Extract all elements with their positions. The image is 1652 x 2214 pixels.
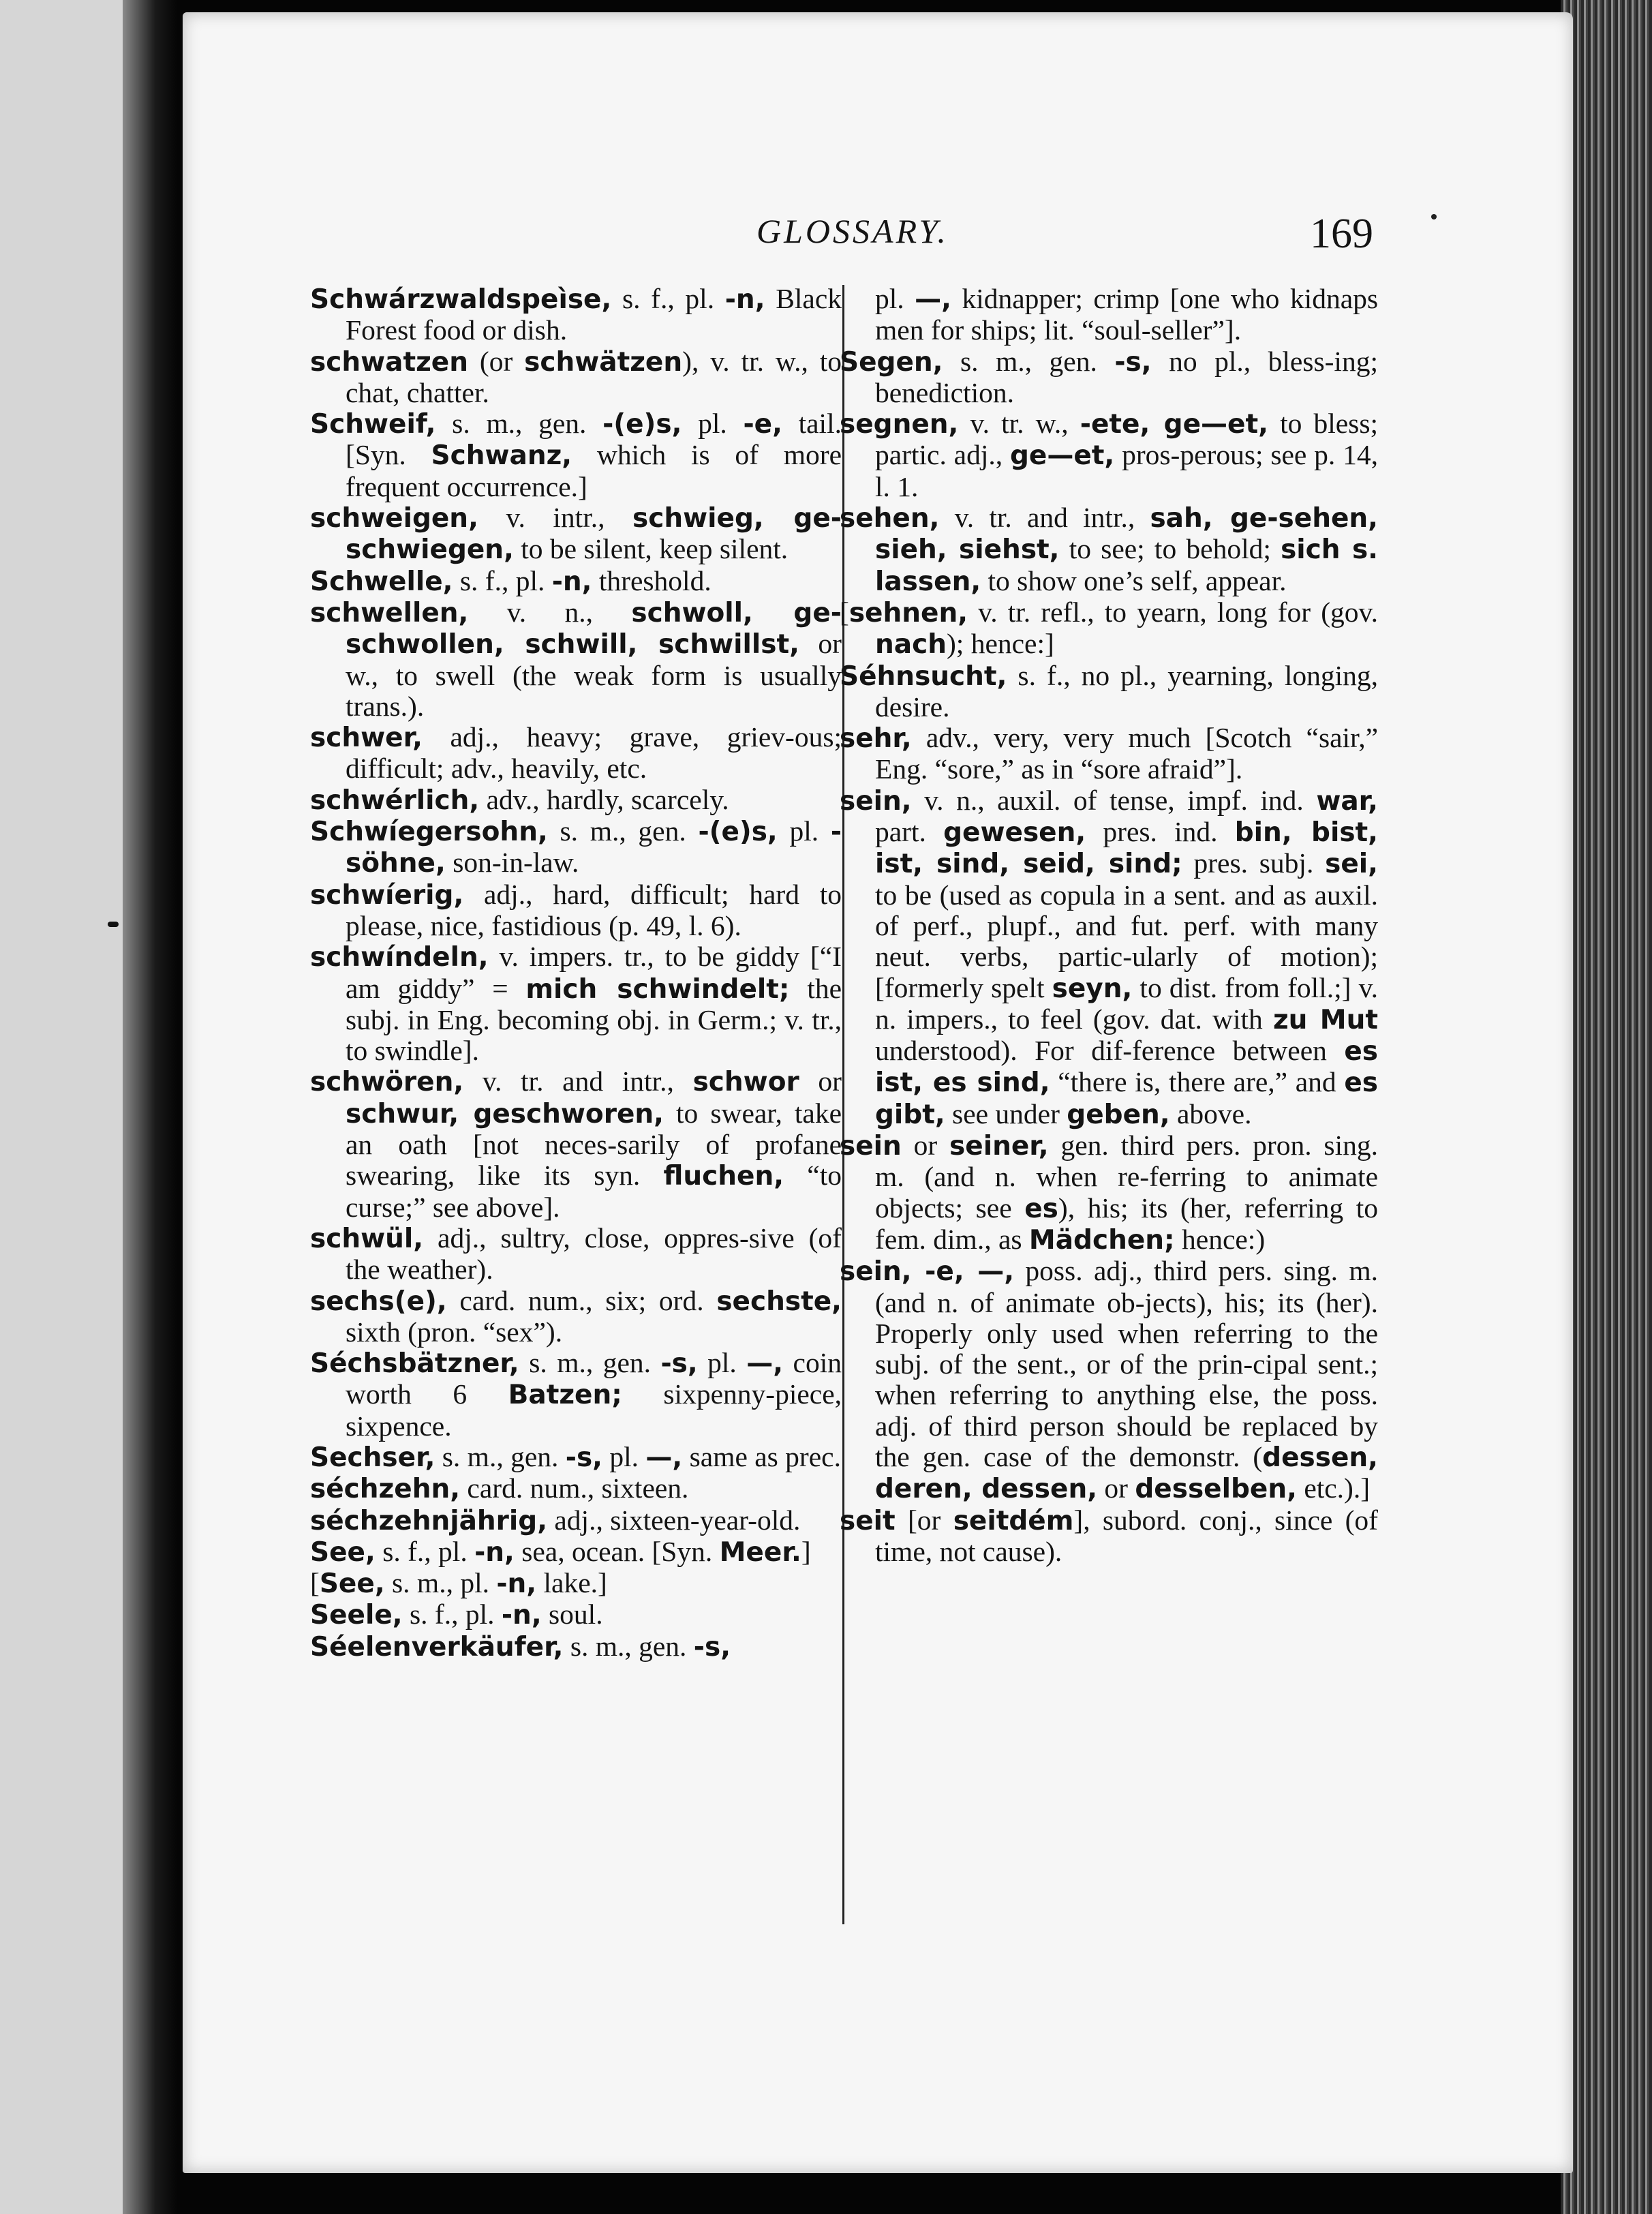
glossary-entry: schwatzen (or schwätzen), v. tr. w., to chat, chatter. xyxy=(310,345,842,408)
glossary-entry: pl. —, kidnapper; crimp [one who kidnaps men for ships; lit. “soul-seller”]. xyxy=(875,283,1379,346)
glossary-entry: schwül, adj., sultry, close, oppres-sive (of the weather). xyxy=(310,1222,842,1286)
glossary-column-left xyxy=(310,284,842,1663)
glossary-entry: Séchsbätzner, s. m., gen. -s, pl. —, coin worth 6 Batzen; sixpenny-piece, sixpence. xyxy=(310,1347,842,1442)
glossary-entry: schwören, v. tr. and intr., schwor or schwur, geschworen, to swear, take an oath [not neces-sarily of profane swearing, like its syn. fluchen, “to curse;” see above]. xyxy=(310,1065,842,1223)
glossary-entry: sehr, adv., very, very much [Scotch “sair,” Eng. “sore,” as in “sore afraid”]. xyxy=(840,722,1378,785)
page-number: 169 xyxy=(1310,211,1373,257)
glossary-entry: Sechser, s. m., gen. -s, pl. —, same as prec. xyxy=(310,1440,841,1473)
glossary-entry: Séelenverkäufer, s. m., gen. -s, xyxy=(310,1630,731,1663)
glossary-entry: schwérlich, adv., hardly, scarcely. xyxy=(310,783,729,816)
glossary-entry: schwíndeln, v. impers. tr., to be giddy [“I am giddy” = mich schwindelt; the subj. in Eng. becoming obj. in Germ.; v. tr., to swindle]. xyxy=(310,941,842,1067)
glossary-entry: Séhnsucht, s. f., no pl., yearning, longing, desire. xyxy=(840,659,1378,723)
glossary-entry: Schwárzwaldspeìse, s. f., pl. -n, Black Forest food or dish. xyxy=(310,283,842,346)
glossary-entry: segnen, v. tr. w., -ete, ge—et, to bless; partic. adj., ge—et, pros-perous; see p. 14, l. 1. xyxy=(840,408,1378,502)
glossary-entry: séchzehnjährig, adj., sixteen-year-old. xyxy=(310,1504,801,1536)
glossary-column-right xyxy=(840,284,1378,1567)
running-head: GLOSSARY. xyxy=(756,212,949,250)
glossary-entry: Schwíegersohn, s. m., gen. -(e)s, pl. -söhne, son-in-law. xyxy=(310,815,842,879)
glossary-entry: Schweif, s. m., gen. -(e)s, pl. -e, tail. [Syn. Schwanz, which is of more frequent occurrence.] xyxy=(310,408,842,502)
glossary-entry: schwer, adj., heavy; grave, griev-ous; difficult; adv., heavily, etc. xyxy=(310,721,842,785)
glossary-entry: [sehnen, v. tr. refl., to yearn, long for (gov. nach); hence:] xyxy=(840,596,1378,661)
glossary-entry: Segen, s. m., gen. -s, no pl., bless-ing; benediction. xyxy=(840,345,1378,408)
glossary-entry: See, s. f., pl. -n, sea, ocean. [Syn. Meer.] xyxy=(310,1535,811,1568)
glossary-entry: Schwelle, s. f., pl. -n, threshold. xyxy=(310,564,712,597)
glossary-entry: schweigen, v. intr., schwieg, ge-schwiegen, to be silent, keep silent. xyxy=(310,502,842,566)
glossary-entry: sehen, v. tr. and intr., sah, ge-sehen, sieh, siehst, to see; to behold; sich s. lassen, to show one’s self, appear. xyxy=(840,502,1379,597)
glossary-entry: sein, v. n., auxil. of tense, impf. ind. war, part. gewesen, pres. ind. bin, bist, ist, sind, seid, sind; pres. subj. sei, to be (used as copula in a sent. and as auxil. of perf., plupf., and fut. perf. with many neut. verbs, partic-ularly of motion); [formerly spelt seyn, to dist. from foll.;] v. n. impers., to feel (gov. dat. with zu Mut understood). For dif-ference between es ist, es sind, “there is, there are,” and es gibt, see under geben, above. xyxy=(840,784,1378,1130)
glossary-entry: Seele, s. f., pl. -n, soul. xyxy=(310,1598,603,1631)
glossary-entry: schwellen, v. n., schwoll, ge-schwollen, schwill, schwillst, or w., to swell (the weak form is usually trans.). xyxy=(310,596,842,722)
glossary-entry: schwíerig, adj., hard, difficult; hard to please, nice, fastidious (p. 49, l. 6). xyxy=(310,878,842,941)
glossary-entry: seit [or seitdém], subord. conj., since (of time, not cause). xyxy=(840,1504,1378,1567)
scan-speck xyxy=(1431,214,1437,219)
glossary-entry: [See, s. m., pl. -n, lake.] xyxy=(310,1567,607,1600)
glossary-entry: séchzehn, card. num., sixteen. xyxy=(310,1472,689,1505)
book-page-edges xyxy=(1561,0,1652,2214)
glossary-entry: sechs(e), card. num., six; ord. sechste, sixth (pron. “sex”). xyxy=(310,1284,842,1348)
scan-speck xyxy=(108,922,119,927)
glossary-entry: sein or seiner, gen. third pers. pron. sing. m. (and n. when re-ferring to animate objects; see es), his; its (her, referring to fem. dim., as Mädchen; hence:) xyxy=(840,1129,1378,1256)
glossary-entry: sein, -e, —, poss. adj., third pers. sing. m. (and n. of animate ob-jects), his; its (her). Properly only used when referring to the subj. of the sent., or of the prin-cipal sent.; when referring to anything else, the poss. adj. of third person should be replaced by the gen. case of the demonstr. (dessen, deren, dessen, or desselben, etc.).] xyxy=(840,1255,1378,1505)
gutter-shadow xyxy=(123,0,177,2214)
